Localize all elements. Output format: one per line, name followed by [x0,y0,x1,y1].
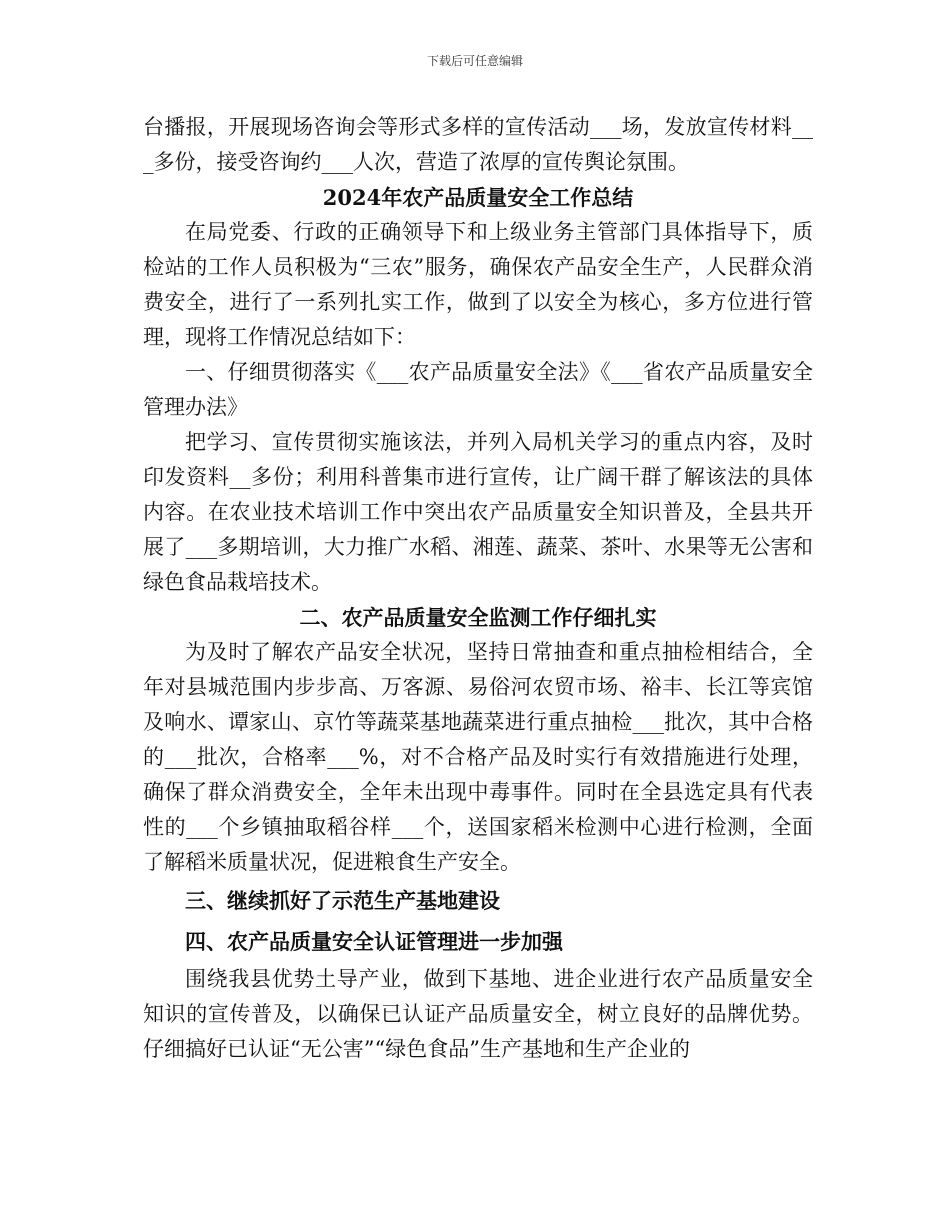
paragraph-continued: 台播报，开展现场咨询会等形式多样的宣传活动___场，发放宣传材料___多份，接受咨询约___人次，营造了浓厚的宣传舆论氛围。 [143,115,813,174]
document-title: 2024年农产品质量安全工作总结 [322,185,634,210]
intro-paragraph: 在局党委、行政的正确领导下和上级业务主管部门具体指导下，质检站的工作人员积极为“三农”服务，确保农产品安全生产，人民群众消费安全，进行了一系列扎实工作，做到了以安全为核心，多方位进行管理，现将工作情况总结如下： [143,220,813,349]
section-2-body: 为及时了解农产品安全状况，坚持日常抽查和重点抽检相结合，全年对县城范围内步步高、万客源、易俗河农贸市场、裕丰、长江等宾馆及响水、谭家山、京竹等蔬菜基地蔬菜进行重点抽检___批次，其中合格的___批次，合格率___%，对不合格产品及时实行有效措施进行处理，确保了群众消费安全，全年未出现中毒事件。同时在全县选定具有代表性的___个乡镇抽取稻谷样___个，送国家稻米检测中心进行检测，全面了解稻米质量状况，促进粮食生产安全。 [143,640,813,874]
section-4-body: 围绕我县优势土导产业，做到下基地、进企业进行农产品质量安全知识的宣传普及，以确保已认证产品质量安全，树立良好的品牌优势。仔细搞好已认证“无公害”“绿色食品”生产基地和生产企业的 [143,967,813,1061]
section-1-heading: 一、仔细贯彻落实《___农产品质量安全法》《___省农产品质量安全管理办法》 [143,360,813,419]
section-2-heading: 二、农产品质量安全监测工作仔细扎实 [299,605,657,630]
document-body [143,110,813,1067]
section-3-heading: 三、继续抓好了示范生产基地建设 [185,888,500,913]
page-header: 下载后可任意编辑 [426,54,523,68]
section-1-body: 把学习、宣传贯彻实施该法，并列入局机关学习的重点内容，及时印发资料__多份；利用科普集市进行宣传，让广阔干群了解该法的具体内容。在农业技术培训工作中突出农产品质量安全知识普及，全县共开展了___多期培训，大力推广水稻、湘莲、蔬菜、茶叶、水果等无公害和绿色食品栽培技术。 [143,430,813,594]
section-4-heading: 四、农产品质量安全认证管理进一步加强 [185,929,563,954]
